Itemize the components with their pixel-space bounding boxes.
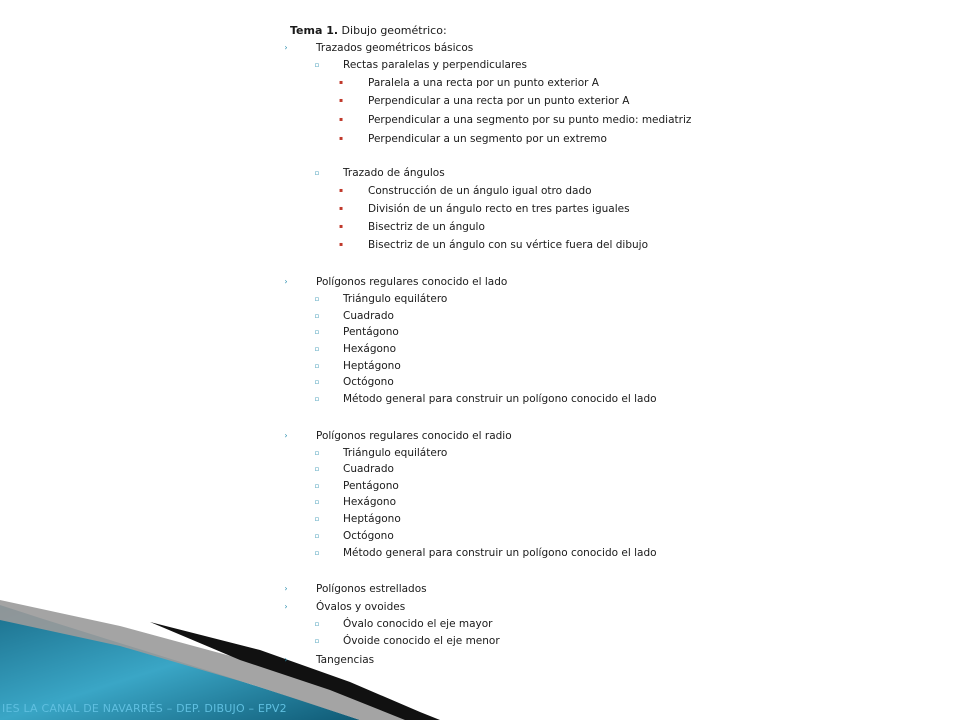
outline-item-text: Octógono (343, 530, 394, 542)
outline-item-text: Método general para construir un polígono conocido el lado (343, 393, 657, 405)
outline-item-text: Polígonos regulares conocido el radio (316, 430, 512, 442)
bullet-icon: ▪ (338, 97, 344, 104)
bullet-icon: ▫ (314, 498, 320, 506)
bullet-icon: ▫ (314, 328, 320, 336)
bullet-icon: ▫ (314, 378, 320, 386)
bullet-icon: ▫ (314, 482, 320, 490)
bullet-icon: ▫ (314, 295, 320, 303)
bullet-icon: ▫ (314, 61, 320, 69)
title-bold: Tema 1. (290, 24, 339, 37)
outline-item-text: Perpendicular a una segmento por su punto medio: mediatriz (368, 114, 692, 126)
bullet-icon: ▫ (314, 362, 320, 370)
outline-item-text: Método general para construir un polígono conocido el lado (343, 547, 657, 559)
outline-item-text: Trazado de ángulos (343, 167, 445, 179)
outline-item-text: Octógono (343, 376, 394, 388)
bullet-icon: ▫ (314, 312, 320, 320)
bullet-icon: ▫ (314, 637, 320, 645)
outline-item-text: Hexágono (343, 496, 396, 508)
outline-item-text: Óvoide conocido el eje menor (343, 635, 500, 647)
outline-item-text: Trazados geométricos básicos (316, 42, 474, 54)
outline-item-text: Construcción de un ángulo igual otro dado (368, 185, 592, 197)
bullet-icon: › (284, 431, 288, 440)
outline-item-text: Hexágono (343, 343, 396, 355)
outline-item-text: Óvalo conocido el eje mayor (343, 618, 493, 630)
bullet-icon: ▫ (314, 515, 320, 523)
outline-item-text: Óvalos y ovoides (316, 601, 406, 613)
outline-item-text: Polígonos regulares conocido el lado (316, 276, 508, 288)
bullet-icon: ▫ (314, 532, 320, 540)
outline-item-text: Heptágono (343, 513, 401, 525)
outline-item-text: Bisectriz de un ángulo con su vértice fuera del dibujo (368, 239, 648, 251)
bullet-icon: › (284, 43, 288, 52)
bullet-icon: ▫ (314, 169, 320, 177)
outline-item-text: Perpendicular a un segmento por un extremo (368, 133, 607, 145)
outline-item-text: Perpendicular a una recta por un punto exterior A (368, 95, 630, 107)
outline-item-text: Triángulo equilátero (343, 447, 448, 459)
bullet-icon: ▫ (314, 549, 320, 557)
bullet-icon: ▪ (338, 223, 344, 230)
outline-item-text: Paralela a una recta por un punto exterior A (368, 77, 599, 89)
bullet-icon: ▪ (338, 241, 344, 248)
outline-item-text: Cuadrado (343, 463, 394, 475)
title-rest: Dibujo geométrico: (338, 24, 447, 37)
bullet-icon: ▫ (314, 395, 320, 403)
outline-item-text: Pentágono (343, 326, 399, 338)
bullet-icon: ▪ (338, 135, 344, 142)
footer-text: IES LA CANAL DE NAVARRÉS – DEP. DIBUJO – EPV2 (2, 702, 287, 715)
outline-item-text: División de un ángulo recto en tres partes iguales (368, 203, 630, 215)
outline-item-text: Cuadrado (343, 310, 394, 322)
bullet-icon: › (284, 655, 288, 664)
bullet-icon: ▫ (314, 449, 320, 457)
bullet-icon: ▪ (338, 116, 344, 123)
bullet-icon: › (284, 602, 288, 611)
bullet-icon: ▫ (314, 465, 320, 473)
outline-item-text: Polígonos estrellados (316, 583, 427, 595)
bullet-icon: › (284, 584, 288, 593)
bullet-icon: ▫ (314, 345, 320, 353)
bullet-icon: ▪ (338, 205, 344, 212)
bullet-icon: ▫ (314, 620, 320, 628)
outline-item-text: Heptágono (343, 360, 401, 372)
outline-item-text: Bisectriz de un ángulo (368, 221, 485, 233)
bullet-icon: ▪ (338, 187, 344, 194)
outline-item-text: Triángulo equilátero (343, 293, 448, 305)
outline-item-text: Pentágono (343, 480, 399, 492)
outline-item-text: Tangencias (316, 654, 375, 666)
bullet-icon: › (284, 277, 288, 286)
outline-item-text: Rectas paralelas y perpendiculares (343, 59, 527, 71)
bullet-icon: ▪ (338, 79, 344, 86)
